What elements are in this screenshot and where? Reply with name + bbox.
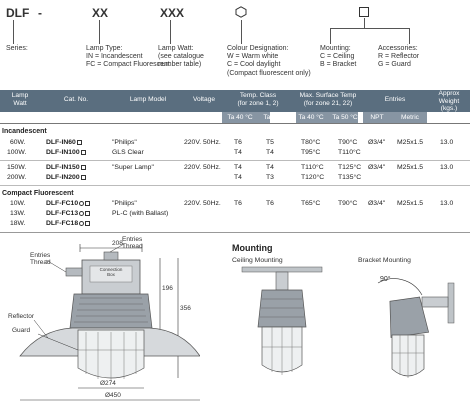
section-incandescent: Incandescent xyxy=(2,128,47,135)
col-lamp-watt: Lamp Watt xyxy=(11,92,29,107)
reflector-label: Reflector xyxy=(8,313,35,320)
lamp-watt-legend: Lamp Watt: (see catalogue number table) xyxy=(158,45,204,69)
ceiling-mounting-label: Ceiling Mounting xyxy=(232,257,283,264)
col-max-surface: Max. Surface Temp (for zone 21, 22) xyxy=(299,92,357,107)
type-code: XX xyxy=(92,6,109,20)
code-dash: - xyxy=(38,6,42,20)
guard-label: Guard xyxy=(12,327,31,334)
series-code: DLF xyxy=(6,6,30,20)
entries-thread-label-left: Entries Thread xyxy=(30,252,51,266)
sub-ta40-b: Ta 40 °C xyxy=(298,114,324,121)
connection-box-label: Connection Box xyxy=(99,267,123,277)
sub-npt: NPT xyxy=(370,114,384,121)
option-square-icon xyxy=(359,7,369,17)
table-row-cat: DLF-IN60 xyxy=(46,139,82,146)
col-lamp-model: Lamp Model xyxy=(129,96,167,103)
dim-450: Ø450 xyxy=(105,392,121,399)
sub-ta50-a: Ta 50 °C xyxy=(263,114,289,121)
accessories-legend: Accessories: R = Reflector G = Guard xyxy=(378,45,420,69)
col-entries: Entries xyxy=(384,96,406,103)
ceiling-mount-drawing xyxy=(232,265,332,409)
mounting-title: Mounting xyxy=(232,243,273,253)
watt-code: XXX xyxy=(160,6,185,20)
angle-label: 90° xyxy=(380,276,391,283)
col-cat-no: Cat. No. xyxy=(63,96,89,103)
dim-208: 208 xyxy=(112,240,123,247)
col-weight: Approx Weight (kgs.) xyxy=(438,90,460,112)
sub-ta50-b: Ta 50 °C xyxy=(332,114,358,121)
dim-356: 356 xyxy=(180,305,191,312)
lamp-type-legend: Lamp Type: IN = Incandescent FC = Compact Fluorescent xyxy=(86,45,170,69)
mounting-legend: Mounting: C = Ceiling B = Bracket xyxy=(320,45,357,69)
dim-196: 196 xyxy=(162,285,173,292)
colour-legend: Colour Designation: W = Warm white C = Cool daylight (Compact fluorescent only) xyxy=(227,45,311,77)
series-label: Series: xyxy=(6,45,28,52)
bracket-mount-drawing xyxy=(352,265,470,409)
bracket-mounting-label: Bracket Mounting xyxy=(358,257,411,264)
col-temp-class: Temp. Class (for zone 1, 2) xyxy=(237,92,279,107)
col-voltage: Voltage xyxy=(193,96,215,103)
sub-ta40-a: Ta 40 °C xyxy=(227,114,253,121)
colour-hexagon-icon xyxy=(235,6,247,18)
dim-274: Ø274 xyxy=(100,380,116,387)
entries-thread-label-top: Entries Thread xyxy=(122,236,143,250)
table-row-watt: 60W. xyxy=(10,139,26,146)
section-compact: Compact Fluorescent xyxy=(2,190,74,197)
sub-metric: Metric xyxy=(401,114,419,121)
